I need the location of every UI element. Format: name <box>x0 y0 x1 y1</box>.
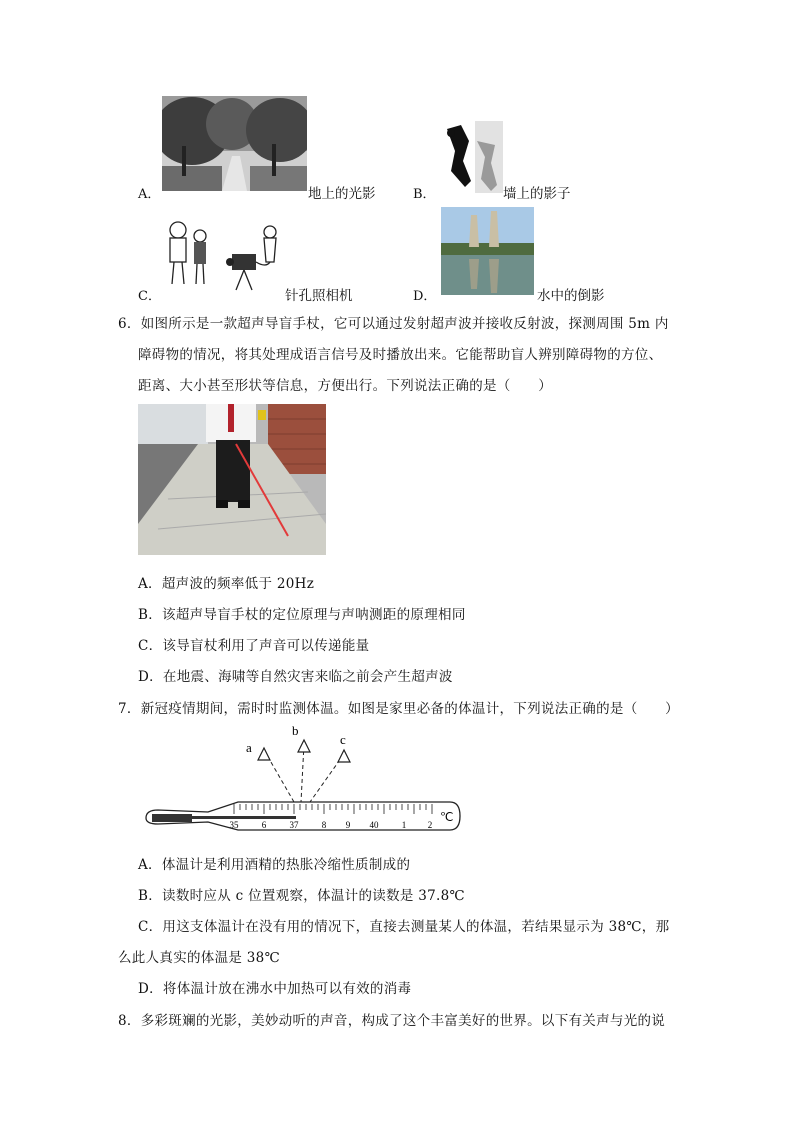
q5-option-a-letter: A． <box>138 187 161 202</box>
scale-37: 37 <box>289 820 299 830</box>
q7-option-c-line-1: C．用这支体温计在没有用的情况下，直接去测量某人的体温，若结果显示为 38℃，那 <box>138 919 670 935</box>
eye-a-icon <box>258 748 270 760</box>
q5-option-c-drawing <box>162 218 284 292</box>
q6-stem-line-3: 距离、大小甚至形状等信息，方便出行。下列说法正确的是（ ） <box>138 378 552 394</box>
q5-option-b-photo <box>441 121 503 193</box>
eye-b-icon <box>298 740 310 752</box>
q5-option-a-photo <box>162 96 307 191</box>
scale-9: 9 <box>345 820 351 830</box>
scale-1: 1 <box>401 820 407 830</box>
scale-6: 6 <box>261 820 267 830</box>
q5-option-c-caption: 针孔照相机 <box>285 288 353 304</box>
q7-option-c-line-2: 么此人真实的体温是 38℃ <box>118 950 280 966</box>
q5-option-b-letter: B． <box>413 187 436 202</box>
scale-8: 8 <box>321 820 327 830</box>
q6-blind-cane-photo <box>138 404 326 555</box>
q5-option-a-caption: 地上的光影 <box>308 186 376 202</box>
q6-option-a: A．超声波的频率低于 20Hz <box>138 576 315 592</box>
q5-option-b-caption: 墙上的影子 <box>503 186 571 202</box>
q8-stem: 8．多彩斑斓的光影，美妙动听的声音，构成了这个丰富美好的世界。以下有关声与光的说 <box>118 1013 666 1029</box>
q7-option-d: D．将体温计放在沸水中加热可以有效的消毒 <box>138 981 412 997</box>
q5-option-d-photo <box>441 207 534 295</box>
scale-unit: ℃ <box>440 810 454 824</box>
q7-stem: 7．新冠疫情期间，需时时监测体温。如图是家里必备的体温计，下列说法正确的是（ ） <box>118 701 679 717</box>
q6-option-b: B．该超声导盲手杖的定位原理与声呐测距的原理相同 <box>138 607 466 623</box>
q6-option-c: C．该导盲杖利用了声音可以传递能量 <box>138 638 370 654</box>
eye-label-a: a <box>246 740 252 755</box>
q6-stem-line-1: 6．如图所示是一款超声导盲手杖，它可以通过发射超声波并接收反射波，探测周围 5m 内 <box>118 316 669 332</box>
scale-2: 2 <box>427 820 433 830</box>
q6-stem-line-2: 障碍物的情况，将其处理成语言信号及时播放出来。它能帮助盲人辨别障碍物的方位、 <box>138 347 663 363</box>
q7-option-a: A．体温计是利用酒精的热胀冷缩性质制成的 <box>138 857 411 873</box>
q7-option-b: B．读数时应从 c 位置观察，体温计的读数是 37.8℃ <box>138 888 465 904</box>
eye-c-icon <box>338 750 350 762</box>
q7-thermometer-figure <box>138 722 468 838</box>
q5-option-d-letter: D． <box>413 289 437 304</box>
q5-option-d-caption: 水中的倒影 <box>537 288 605 304</box>
eye-label-c: c <box>340 732 346 747</box>
scale-35: 35 <box>229 820 239 830</box>
q6-option-d: D．在地震、海啸等自然灾害来临之前会产生超声波 <box>138 669 453 685</box>
scale-40: 40 <box>369 820 379 830</box>
eye-label-b: b <box>292 723 299 738</box>
q5-option-c-letter: C． <box>138 289 161 304</box>
